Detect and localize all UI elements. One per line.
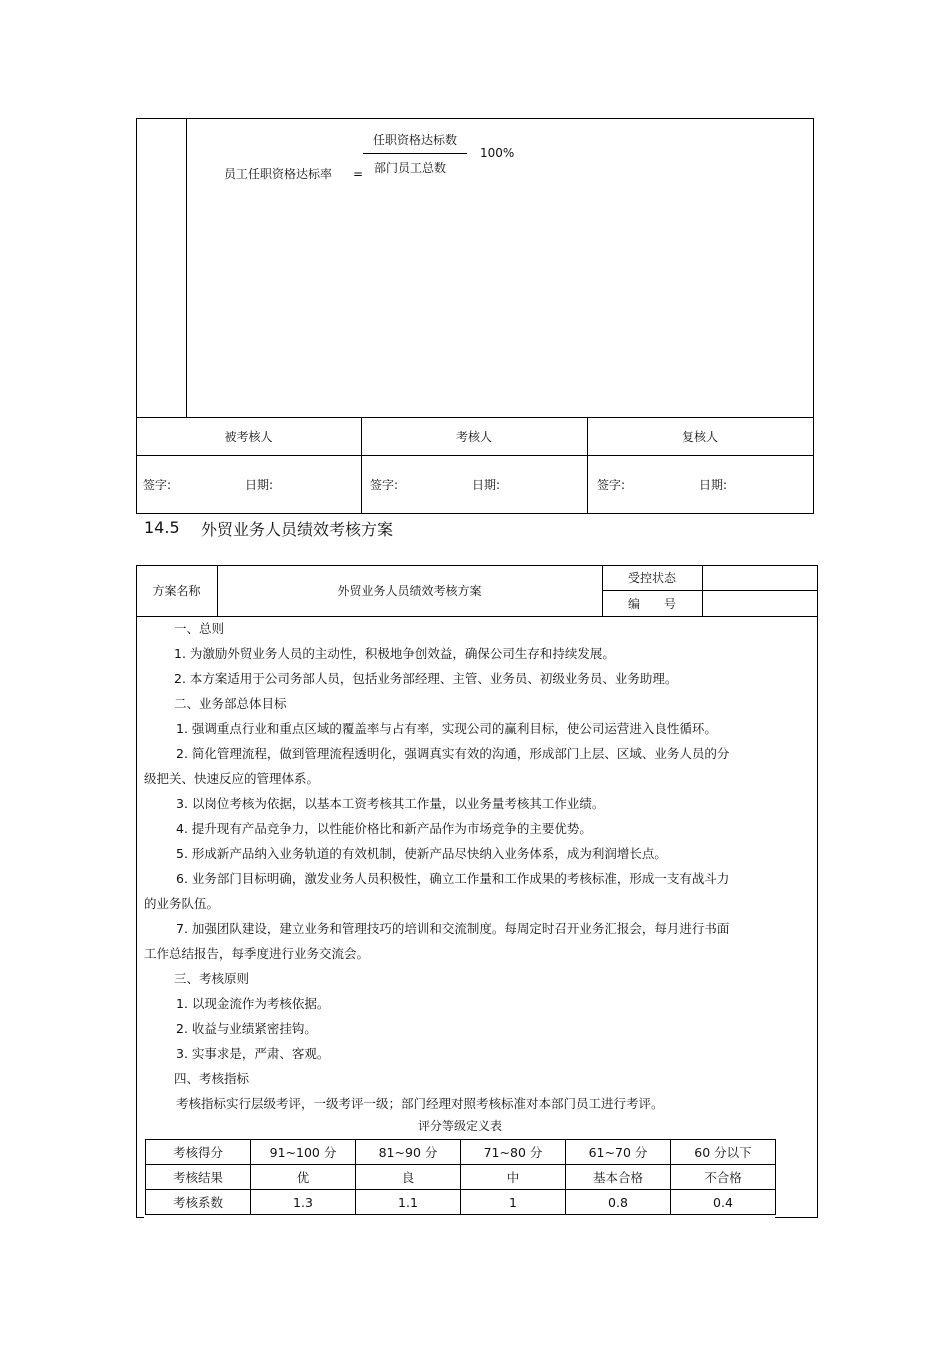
paragraph: 工作总结报告，每季度进行业务交流会。 xyxy=(144,946,370,961)
table-cell: 考核得分 xyxy=(146,1140,251,1165)
sign-label: 签字: xyxy=(370,478,399,492)
plan-name-label: 方案名称 xyxy=(152,584,201,598)
table-cell: 60 分以下 xyxy=(671,1140,776,1165)
sign-label: 签字: xyxy=(143,478,172,492)
paragraph: 1. 以现金流作为考核依据。 xyxy=(176,996,330,1011)
paragraph: 2. 收益与业绩紧密挂钩。 xyxy=(176,1021,317,1036)
table-cell: 1 xyxy=(461,1190,566,1215)
paragraph: 2. 本方案适用于公司务部人员，包括业务部经理、主管、业务员、初级业务员、业务助理。 xyxy=(174,671,678,686)
header-reviewer: 考核人 xyxy=(455,430,492,444)
heading-general: 一、总则 xyxy=(174,621,225,636)
paragraph: 3. 实事求是，严肃、客观。 xyxy=(176,1046,330,1061)
table-cell: 71~80 分 xyxy=(461,1140,566,1165)
paragraph: 3. 以岗位考核为依据，以基本工资考核其工作量，以业务量考核其工作业绩。 xyxy=(176,796,605,811)
table-cell: 1.3 xyxy=(251,1190,356,1215)
table-cell: 考核结果 xyxy=(146,1165,251,1190)
paragraph: 1. 为激励外贸业务人员的主动性，积极地争创效益，确保公司生存和持续发展。 xyxy=(174,646,615,661)
plan-name-value: 外贸业务人员绩效考核方案 xyxy=(337,584,482,598)
heading-indicators: 四、考核指标 xyxy=(174,1071,250,1086)
heading-principles: 三、考核原则 xyxy=(174,971,250,986)
number-label: 编 号 xyxy=(627,597,676,611)
table-row xyxy=(146,1165,776,1190)
formula-percent: 100% xyxy=(480,146,515,160)
paragraph: 7. 加强团队建设，建立业务和管理技巧的培训和交流制度。每周定时召开业务汇报会，每月进行书面 xyxy=(176,921,730,936)
table-cell: 不合格 xyxy=(671,1165,776,1190)
table-row xyxy=(146,1140,776,1165)
date-label: 日期: xyxy=(699,478,728,492)
table-cell: 良 xyxy=(356,1165,461,1190)
grade-table-caption: 评分等级定义表 xyxy=(417,1119,502,1133)
paragraph: 1. 强调重点行业和重点区域的覆盖率与占有率，实现公司的赢利目标，使公司运营进入良性循环。 xyxy=(176,721,717,736)
date-label: 日期: xyxy=(245,478,274,492)
paragraph: 6. 业务部门目标明确，激发业务人员积极性，确立工作量和工作成果的考核标准，形成一支有战斗力 xyxy=(176,871,730,886)
table-cell: 91~100 分 xyxy=(251,1140,356,1165)
table-cell: 81~90 分 xyxy=(356,1140,461,1165)
table-row xyxy=(146,1190,776,1215)
formula-equals: = xyxy=(353,167,364,181)
fraction-bar xyxy=(363,153,467,154)
section-number: 14.5 xyxy=(144,518,180,537)
table-cell: 基本合格 xyxy=(566,1165,671,1190)
formula-label: 员工任职资格达标率 xyxy=(224,167,333,181)
table-cell: 1.1 xyxy=(356,1190,461,1215)
table-cell: 优 xyxy=(251,1165,356,1190)
paragraph: 4. 提升现有产品竞争力，以性能价格比和新产品作为市场竞争的主要优势。 xyxy=(176,821,592,836)
paragraph: 5. 形成新产品纳入业务轨道的有效机制，使新产品尽快纳入业务体系，成为利润增长点。 xyxy=(176,846,667,861)
table-cell: 61~70 分 xyxy=(566,1140,671,1165)
grade-table xyxy=(145,1139,776,1215)
heading-goals: 二、业务部总体目标 xyxy=(174,696,287,711)
date-label: 日期: xyxy=(472,478,501,492)
sign-label: 签字: xyxy=(597,478,626,492)
paragraph: 2. 简化管理流程，做到管理流程透明化，强调真实有效的沟通，形成部门上层、区域、业务人员的分 xyxy=(176,746,730,761)
table-cell: 0.4 xyxy=(671,1190,776,1215)
table-cell: 中 xyxy=(461,1165,566,1190)
status-label: 受控状态 xyxy=(627,571,676,585)
paragraph: 级把关、快速反应的管理体系。 xyxy=(144,771,320,786)
header-reviewee: 被考核人 xyxy=(224,430,273,444)
header-rechecker: 复核人 xyxy=(681,430,718,444)
formula-numerator: 任职资格达标数 xyxy=(372,133,457,147)
paragraph: 的业务队伍。 xyxy=(144,896,220,911)
section-title: 外贸业务人员绩效考核方案 xyxy=(201,520,394,539)
paragraph: 考核指标实行层级考评，一级考评一级；部门经理对照考核标准对本部门员工进行考评。 xyxy=(176,1096,664,1111)
formula-denominator: 部门员工总数 xyxy=(373,161,446,175)
table-cell: 0.8 xyxy=(566,1190,671,1215)
table-cell: 考核系数 xyxy=(146,1190,251,1215)
